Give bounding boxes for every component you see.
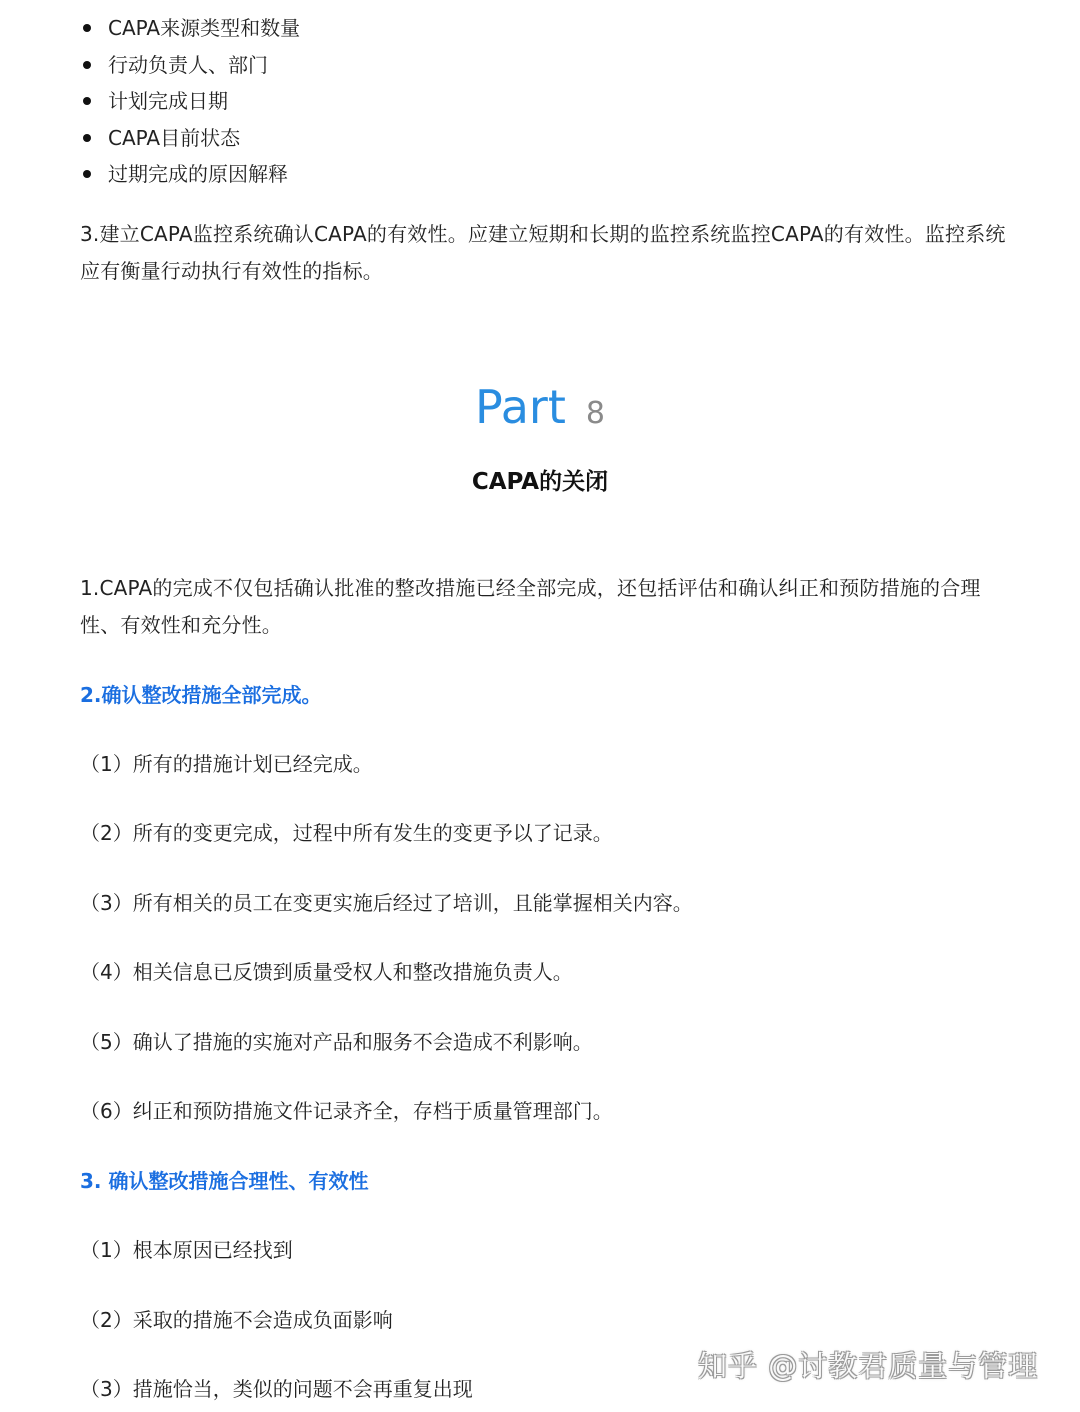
bullet-dot-icon (83, 24, 91, 32)
list-item-text: CAPA目前状态 (108, 125, 241, 150)
complete-item: （2）所有的变更完成，过程中所有发生的变更予以了记录。 (80, 821, 613, 845)
watermark: 知乎 @讨教君质量与管理 (698, 1349, 1039, 1383)
complete-item: （3）所有相关的员工在变更实施后经过了培训，且能掌握相关内容。 (80, 891, 693, 915)
complete-item: （1）所有的措施计划已经完成。 (80, 752, 373, 776)
list-item (80, 156, 1000, 193)
list-item-text: 过期完成的原因解释 (108, 162, 288, 186)
bullet-list (80, 10, 1000, 193)
list-item-text: CAPA来源类型和数量 (108, 16, 301, 40)
monitoring-paragraph: 3.建立CAPA监控系统确认CAPA的有效性。应建立短期和长期的监控系统监控CAPA的有效性。监控系统应有衡量行动执行有效性的指标。 (80, 222, 1006, 283)
part-label: Part (475, 380, 566, 434)
part-heading (0, 380, 1080, 450)
list-item (80, 47, 1000, 84)
list-item (80, 10, 1000, 47)
complete-item: （4）相关信息已反馈到质量受权人和整改措施负责人。 (80, 960, 573, 984)
bullet-dot-icon (83, 61, 91, 69)
complete-item: （5）确认了措施的实施对产品和服务不会造成不利影响。 (80, 1030, 593, 1054)
closure-paragraph: 1.CAPA的完成不仅包括确认批准的整改措施已经全部完成，还包括评估和确认纠正和预防措施的合理性、有效性和充分性。 (80, 576, 981, 637)
subheading-complete: 2.确认整改措施全部完成。 (80, 683, 322, 707)
subheading-effective: 3. 确认整改措施合理性、有效性 (80, 1169, 369, 1193)
list-item (80, 83, 1000, 120)
effective-item: （1）根本原因已经找到 (80, 1238, 293, 1262)
bullet-dot-icon (83, 97, 91, 105)
complete-item: （6）纠正和预防措施文件记录齐全，存档于质量管理部门。 (80, 1099, 613, 1123)
effective-item: （3）措施恰当，类似的问题不会再重复出现 (80, 1377, 473, 1401)
bullet-dot-icon (83, 170, 91, 178)
list-item-text: 计划完成日期 (108, 89, 228, 113)
section-title: CAPA的关闭 (471, 469, 609, 495)
bullet-dot-icon (83, 134, 91, 142)
list-item (80, 120, 1000, 157)
effective-item: （2）采取的措施不会造成负面影响 (80, 1308, 393, 1332)
list-item-text: 行动负责人、部门 (108, 52, 268, 77)
part-number: 8 (585, 396, 605, 431)
